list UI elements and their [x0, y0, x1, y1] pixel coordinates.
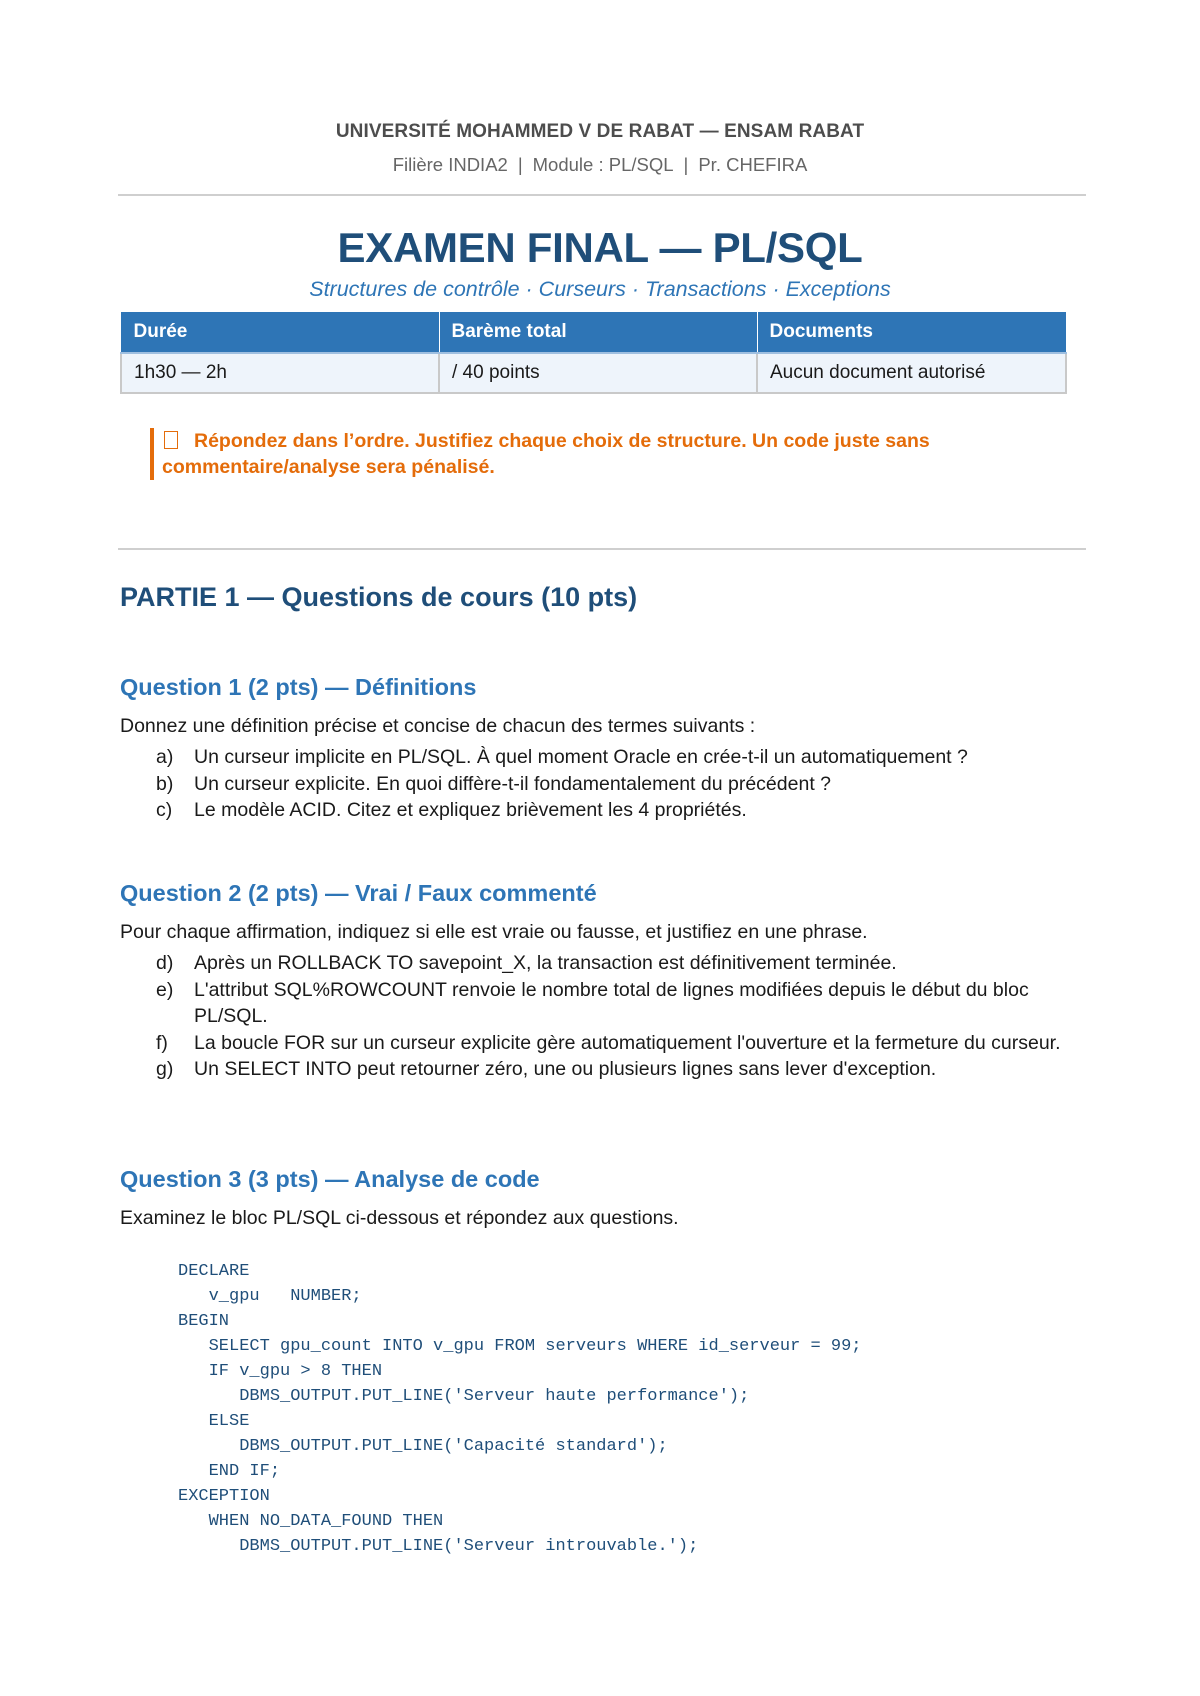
item-text: Un curseur explicite. En quoi diffère-t-il fondamentalement du précédent ? — [194, 772, 831, 795]
question-2-intro: Pour chaque affirmation, indiquez si elle est vraie ou fausse, et justifiez en une phrase. — [120, 921, 868, 943]
exam-subtitle: Structures de contrôle · Curseurs · Transactions · Exceptions — [309, 277, 891, 301]
item-label: b) — [156, 772, 174, 795]
instructions-callout — [150, 428, 1062, 480]
list-item — [120, 1056, 1080, 1083]
grading-value: / 40 points — [439, 353, 757, 393]
item-label: e) — [156, 978, 174, 1001]
exam-info-table — [120, 311, 1067, 394]
item-text: Un curseur implicite en PL/SQL. À quel moment Oracle en crée-t-il un automatiquement ? — [194, 746, 968, 768]
section-divider — [118, 548, 1086, 550]
documents-value: Aucun document autorisé — [757, 353, 1066, 393]
filiere-label: Filière INDIA2 — [392, 154, 508, 175]
question-2-items — [120, 950, 1080, 1083]
list-item — [120, 977, 1080, 1030]
list-item — [120, 797, 1080, 824]
list-item — [120, 950, 1080, 977]
item-label: d) — [156, 952, 174, 974]
item-text: Après un ROLLBACK TO savepoint_X, la transaction est définitivement terminée. — [194, 952, 897, 974]
question-1-title: Question 1 (2 pts) — Définitions — [120, 674, 477, 700]
item-text: L'attribut SQL%ROWCOUNT renvoie le nombre total de lignes modifiées depuis le début du bloc PL/SQL. — [194, 978, 1029, 1027]
warning-icon — [164, 431, 178, 449]
header-divider — [118, 194, 1086, 196]
university-header: UNIVERSITÉ MOHAMMED V DE RABAT — ENSAM RABAT — [335, 121, 865, 142]
item-label: a) — [156, 746, 174, 768]
info-header-row — [121, 312, 1066, 354]
item-text: Le modèle ACID. Citez et expliquez brièvement les 4 propriétés. — [194, 799, 747, 821]
item-label: f) — [156, 1031, 168, 1054]
question-1-items — [120, 744, 1080, 824]
question-3-intro: Examinez le bloc PL/SQL ci-dessous et répondez aux questions. — [120, 1207, 679, 1229]
meta-separator: | — [517, 154, 523, 175]
plsql-code-block: DECLARE v_gpu NUMBER; BEGIN SELECT gpu_count INTO v_gpu FROM serveurs WHERE id_serveur = 99; IF v_gpu > 8 THEN DBMS_OUTPUT.PUT_LINE('Serveur haute performance'); ELSE DBMS_OUTPUT.PUT_LINE('Capacité standard'); END IF; EXCEPTION WHEN NO_DATA_FOUND THEN DBMS_OUTPUT.PUT_LINE('Serveur introuvable.'); — [178, 1262, 862, 1556]
item-text: La boucle FOR sur un curseur explicite gère automatiquement l'ouverture et la fermeture du curseur. — [194, 1031, 1061, 1054]
documents-header: Documents — [757, 312, 1066, 354]
instructions-text: Répondez dans l’ordre. Justifiez chaque choix de structure. Un code juste sans commentaire/analyse sera pénalisé. — [162, 430, 930, 478]
question-2-title: Question 2 (2 pts) — Vrai / Faux commenté — [120, 880, 597, 906]
exam-title: EXAMEN FINAL — PL/SQL — [337, 224, 863, 271]
item-label: c) — [156, 799, 173, 821]
list-item — [120, 771, 1080, 798]
professor-label: Pr. CHEFIRA — [698, 154, 808, 175]
item-label: g) — [156, 1058, 174, 1080]
duration-value: 1h30 — 2h — [121, 353, 439, 393]
list-item — [120, 744, 1080, 771]
question-3-title: Question 3 (3 pts) — Analyse de code — [120, 1166, 540, 1192]
grading-header: Barème total — [439, 312, 757, 354]
course-meta — [0, 154, 1200, 176]
info-value-row — [121, 353, 1066, 393]
module-label: Module : PL/SQL — [532, 154, 674, 175]
list-item — [120, 1030, 1080, 1057]
question-1-intro: Donnez une définition précise et concise de chacun des termes suivants : — [120, 715, 756, 737]
duration-header: Durée — [121, 312, 439, 354]
meta-separator: | — [683, 154, 689, 175]
item-text: Un SELECT INTO peut retourner zéro, une ou plusieurs lignes sans lever d'exception. — [194, 1058, 937, 1080]
part-title: PARTIE 1 — Questions de cours (10 pts) — [120, 582, 638, 612]
